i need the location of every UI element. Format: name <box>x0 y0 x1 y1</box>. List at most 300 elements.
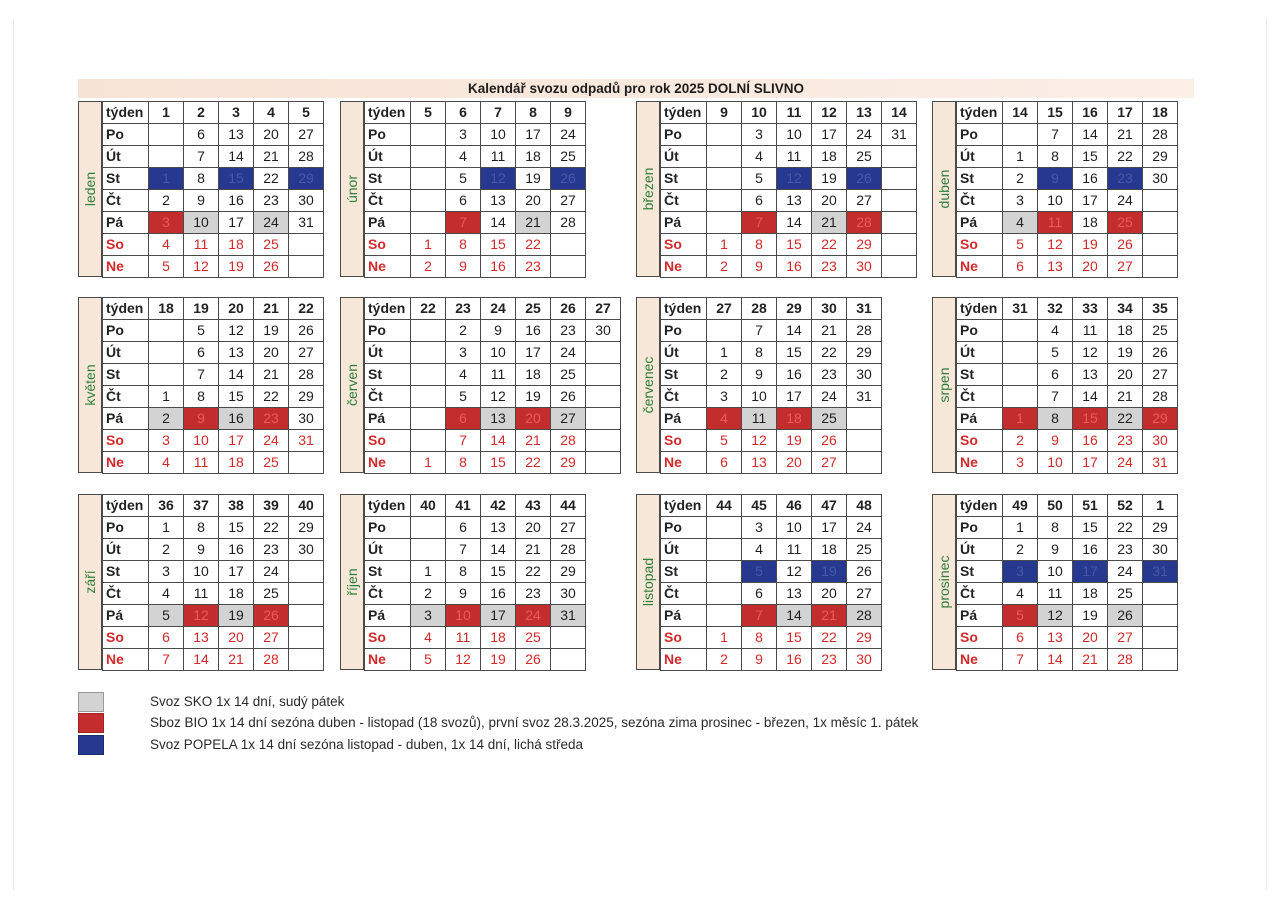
date-cell: 7 <box>445 429 481 452</box>
date-cell <box>288 560 324 583</box>
date-cell: 1 <box>410 233 446 256</box>
date-cell: 2 <box>1002 538 1038 561</box>
day-name: Pá <box>364 407 411 430</box>
date-cell: 10 <box>183 429 219 452</box>
date-cell: 30 <box>1142 429 1178 452</box>
month-name: říjen <box>344 568 360 596</box>
collection-day-gray: 14 <box>776 604 812 627</box>
date-cell: 22 <box>515 560 551 583</box>
collection-day-blue: 26 <box>846 167 882 190</box>
collection-day-gray: 27 <box>550 407 586 430</box>
date-cell <box>288 255 324 278</box>
empty-cell <box>1177 145 1213 168</box>
date-cell: 6 <box>1002 626 1038 649</box>
date-cell: 12 <box>445 648 481 671</box>
day-name: St <box>660 560 707 583</box>
date-cell <box>410 167 446 190</box>
date-cell: 25 <box>550 363 586 386</box>
date-cell: 11 <box>776 538 812 561</box>
date-cell: 1 <box>1002 145 1038 168</box>
day-name: Pá <box>956 211 1003 234</box>
collection-day-red: 1 <box>1002 407 1038 430</box>
date-cell: 7 <box>1002 648 1038 671</box>
date-cell: 4 <box>741 538 777 561</box>
day-name: Pá <box>364 211 411 234</box>
week-number: 21 <box>253 297 289 320</box>
date-cell: 23 <box>811 363 847 386</box>
month-name: březen <box>640 167 656 211</box>
date-cell: 31 <box>846 385 882 408</box>
month-label <box>340 494 364 670</box>
date-cell: 1 <box>148 385 184 408</box>
collection-day-blue: 15 <box>218 167 254 190</box>
date-cell: 14 <box>480 429 516 452</box>
date-cell: 16 <box>776 648 812 671</box>
date-cell: 13 <box>1037 255 1073 278</box>
date-cell: 20 <box>515 189 551 212</box>
date-cell <box>288 451 324 474</box>
date-cell: 20 <box>811 189 847 212</box>
month-name: únor <box>344 174 360 204</box>
date-cell: 30 <box>288 538 324 561</box>
empty-cell <box>881 494 917 517</box>
day-name: Pá <box>102 407 149 430</box>
date-cell: 26 <box>288 319 324 342</box>
collection-day-blue: 12 <box>480 167 516 190</box>
date-cell: 23 <box>811 648 847 671</box>
date-cell: 21 <box>1107 385 1143 408</box>
week-number: 42 <box>480 494 516 517</box>
collection-day-gray: 3 <box>410 604 446 627</box>
date-cell: 14 <box>480 538 516 561</box>
month-grid <box>364 494 620 670</box>
date-cell: 9 <box>741 648 777 671</box>
day-name: Čt <box>956 385 1003 408</box>
empty-cell <box>585 211 621 234</box>
date-cell: 28 <box>253 648 289 671</box>
week-number: 41 <box>445 494 481 517</box>
day-name: Út <box>364 341 411 364</box>
date-cell: 11 <box>183 451 219 474</box>
week-number: 9 <box>550 101 586 124</box>
date-cell: 2 <box>1002 429 1038 452</box>
day-name: So <box>364 233 411 256</box>
day-name: Po <box>364 516 411 539</box>
day-name: Pá <box>660 604 707 627</box>
date-cell <box>1002 319 1038 342</box>
date-cell <box>706 211 742 234</box>
date-cell <box>410 319 446 342</box>
empty-cell <box>881 626 917 649</box>
date-cell: 13 <box>218 123 254 146</box>
collection-day-blue: 5 <box>741 560 777 583</box>
week-number: 4 <box>253 101 289 124</box>
day-name: So <box>956 626 1003 649</box>
day-name: Čt <box>660 189 707 212</box>
empty-cell <box>1177 516 1213 539</box>
date-cell: 2 <box>706 363 742 386</box>
date-cell: 22 <box>253 385 289 408</box>
date-cell: 6 <box>183 341 219 364</box>
empty-cell <box>881 385 917 408</box>
date-cell: 25 <box>1142 319 1178 342</box>
empty-cell <box>1177 123 1213 146</box>
day-name: Čt <box>364 189 411 212</box>
empty-cell <box>585 538 621 561</box>
date-cell: 24 <box>1107 560 1143 583</box>
date-cell: 19 <box>253 319 289 342</box>
date-cell: 6 <box>741 189 777 212</box>
date-cell: 4 <box>1002 582 1038 605</box>
date-cell: 26 <box>550 385 586 408</box>
week-header-label: týden <box>956 297 1003 320</box>
date-cell: 5 <box>706 429 742 452</box>
date-cell <box>881 167 917 190</box>
week-number: 44 <box>706 494 742 517</box>
date-cell <box>148 319 184 342</box>
date-cell: 20 <box>515 516 551 539</box>
date-cell <box>706 167 742 190</box>
day-name: So <box>102 626 149 649</box>
date-cell: 14 <box>183 648 219 671</box>
date-cell: 10 <box>1037 189 1073 212</box>
date-cell: 4 <box>148 233 184 256</box>
day-name: Pá <box>102 211 149 234</box>
day-name: Čt <box>660 385 707 408</box>
empty-cell <box>1177 429 1213 452</box>
date-cell: 7 <box>183 145 219 168</box>
day-name: Ne <box>102 255 149 278</box>
month-grid <box>364 101 620 277</box>
date-cell <box>706 604 742 627</box>
week-number: 32 <box>1037 297 1073 320</box>
month-label <box>340 297 364 473</box>
day-name: St <box>956 363 1003 386</box>
date-cell: 19 <box>1072 233 1108 256</box>
empty-cell <box>585 648 621 671</box>
date-cell: 6 <box>445 189 481 212</box>
collection-day-blue: 23 <box>1107 167 1143 190</box>
day-name: St <box>956 560 1003 583</box>
collection-day-red: 21 <box>811 604 847 627</box>
month-grid <box>102 297 358 473</box>
day-name: So <box>660 233 707 256</box>
date-cell <box>288 582 324 605</box>
day-name: Čt <box>660 582 707 605</box>
date-cell: 12 <box>183 255 219 278</box>
date-cell: 26 <box>811 429 847 452</box>
week-number: 15 <box>1037 101 1073 124</box>
date-cell <box>706 319 742 342</box>
date-cell: 7 <box>148 648 184 671</box>
date-cell: 30 <box>1142 167 1178 190</box>
month-name: srpen <box>936 367 952 403</box>
date-cell <box>881 145 917 168</box>
empty-cell <box>1177 233 1213 256</box>
empty-cell <box>881 363 917 386</box>
empty-cell <box>881 429 917 452</box>
week-header-label: týden <box>660 297 707 320</box>
date-cell: 30 <box>585 319 621 342</box>
date-cell: 12 <box>218 319 254 342</box>
date-cell: 16 <box>776 255 812 278</box>
week-number: 24 <box>480 297 516 320</box>
date-cell: 1 <box>410 560 446 583</box>
date-cell: 14 <box>480 211 516 234</box>
collection-day-gray: 11 <box>741 407 777 430</box>
date-cell <box>881 233 917 256</box>
day-name: Út <box>660 145 707 168</box>
legend-item <box>78 692 678 712</box>
week-number: 29 <box>776 297 812 320</box>
date-cell <box>410 211 446 234</box>
date-cell: 1 <box>706 233 742 256</box>
date-cell: 24 <box>550 341 586 364</box>
date-cell: 11 <box>445 626 481 649</box>
week-number: 18 <box>148 297 184 320</box>
date-cell: 23 <box>515 582 551 605</box>
date-cell: 6 <box>183 123 219 146</box>
date-cell: 6 <box>1002 255 1038 278</box>
date-cell: 22 <box>811 233 847 256</box>
date-cell <box>1002 385 1038 408</box>
date-cell: 5 <box>410 648 446 671</box>
date-cell: 26 <box>515 648 551 671</box>
date-cell: 3 <box>148 429 184 452</box>
empty-cell <box>1177 451 1213 474</box>
collection-day-blue: 3 <box>1002 560 1038 583</box>
collection-day-red: 11 <box>1037 211 1073 234</box>
month-name: leden <box>82 171 98 207</box>
date-cell: 27 <box>1107 255 1143 278</box>
week-number: 22 <box>288 297 324 320</box>
date-cell: 25 <box>253 451 289 474</box>
week-number: 25 <box>515 297 551 320</box>
date-cell: 28 <box>1142 123 1178 146</box>
date-cell: 26 <box>1107 233 1143 256</box>
legend-swatch-gray <box>78 692 104 712</box>
date-cell: 11 <box>1072 319 1108 342</box>
date-cell: 9 <box>1037 429 1073 452</box>
month-label <box>932 101 956 277</box>
date-cell: 9 <box>445 582 481 605</box>
empty-cell <box>881 516 917 539</box>
date-cell: 25 <box>846 538 882 561</box>
empty-cell <box>585 101 621 124</box>
day-name: Ne <box>956 255 1003 278</box>
date-cell: 5 <box>148 255 184 278</box>
date-cell: 4 <box>741 145 777 168</box>
date-cell: 28 <box>846 319 882 342</box>
week-number: 1 <box>1142 494 1178 517</box>
date-cell: 18 <box>218 451 254 474</box>
collection-day-blue: 17 <box>1072 560 1108 583</box>
date-cell: 27 <box>288 123 324 146</box>
date-cell: 31 <box>881 123 917 146</box>
month-name: červen <box>344 363 360 407</box>
date-cell <box>585 341 621 364</box>
day-name: Pá <box>660 407 707 430</box>
date-cell: 8 <box>445 233 481 256</box>
month-name: září <box>82 570 98 594</box>
date-cell: 22 <box>1107 145 1143 168</box>
week-number: 19 <box>183 297 219 320</box>
empty-cell <box>1177 319 1213 342</box>
date-cell: 1 <box>706 626 742 649</box>
collection-day-gray: 28 <box>846 604 882 627</box>
empty-cell <box>1177 255 1213 278</box>
week-number: 37 <box>183 494 219 517</box>
date-cell: 28 <box>1107 648 1143 671</box>
date-cell: 1 <box>1002 516 1038 539</box>
month-grid <box>956 101 1212 277</box>
empty-cell <box>585 626 621 649</box>
date-cell: 13 <box>480 189 516 212</box>
week-number: 51 <box>1072 494 1108 517</box>
date-cell <box>288 604 324 627</box>
day-name: Pá <box>364 604 411 627</box>
legend-swatch-red <box>78 713 104 733</box>
date-cell: 27 <box>1107 626 1143 649</box>
collection-day-red: 12 <box>183 604 219 627</box>
date-cell: 17 <box>515 341 551 364</box>
date-cell: 15 <box>1072 145 1108 168</box>
month-grid <box>956 494 1212 670</box>
week-number: 28 <box>741 297 777 320</box>
day-name: St <box>102 363 149 386</box>
date-cell: 9 <box>741 255 777 278</box>
collection-day-blue: 12 <box>776 167 812 190</box>
week-number: 14 <box>881 101 917 124</box>
month-grid <box>956 297 1212 473</box>
date-cell <box>706 145 742 168</box>
day-name: So <box>660 626 707 649</box>
date-cell: 21 <box>515 429 551 452</box>
collection-day-gray: 13 <box>480 407 516 430</box>
week-number: 38 <box>218 494 254 517</box>
empty-cell <box>881 297 917 320</box>
date-cell: 3 <box>1002 451 1038 474</box>
week-number: 47 <box>811 494 847 517</box>
week-number: 12 <box>811 101 847 124</box>
date-cell <box>846 451 882 474</box>
day-name: Po <box>102 516 149 539</box>
day-name: St <box>364 363 411 386</box>
day-name: Po <box>102 123 149 146</box>
date-cell: 17 <box>218 211 254 234</box>
empty-cell <box>1177 626 1213 649</box>
date-cell: 17 <box>811 516 847 539</box>
date-cell: 30 <box>550 582 586 605</box>
collection-day-red: 23 <box>253 407 289 430</box>
month-label <box>340 101 364 277</box>
date-cell: 1 <box>706 341 742 364</box>
date-cell: 19 <box>1107 341 1143 364</box>
date-cell: 25 <box>253 233 289 256</box>
day-name: Po <box>364 123 411 146</box>
date-cell: 19 <box>811 167 847 190</box>
collection-day-red: 9 <box>183 407 219 430</box>
date-cell: 22 <box>1107 516 1143 539</box>
date-cell: 19 <box>776 429 812 452</box>
day-name: St <box>364 560 411 583</box>
date-cell: 4 <box>445 145 481 168</box>
empty-cell <box>881 319 917 342</box>
empty-cell <box>1177 385 1213 408</box>
date-cell: 2 <box>148 189 184 212</box>
date-cell: 20 <box>811 582 847 605</box>
date-cell: 11 <box>480 363 516 386</box>
date-cell: 16 <box>515 319 551 342</box>
month-grid <box>660 101 916 277</box>
date-cell: 18 <box>811 538 847 561</box>
date-cell: 22 <box>515 451 551 474</box>
week-header-label: týden <box>102 297 149 320</box>
collection-day-blue: 29 <box>288 167 324 190</box>
date-cell <box>881 255 917 278</box>
date-cell: 12 <box>1037 233 1073 256</box>
legend-item <box>78 713 919 733</box>
date-cell: 15 <box>480 233 516 256</box>
empty-cell <box>1177 211 1213 234</box>
month-label <box>932 297 956 473</box>
date-cell <box>585 451 621 474</box>
date-cell <box>706 516 742 539</box>
date-cell: 10 <box>741 385 777 408</box>
date-cell: 26 <box>1142 341 1178 364</box>
date-cell: 22 <box>811 626 847 649</box>
date-cell: 29 <box>550 451 586 474</box>
date-cell: 25 <box>550 145 586 168</box>
collection-day-red: 7 <box>445 211 481 234</box>
date-cell: 5 <box>1037 341 1073 364</box>
date-cell <box>410 516 446 539</box>
date-cell: 29 <box>1142 516 1178 539</box>
day-name: Po <box>660 123 707 146</box>
collection-day-red: 29 <box>1142 407 1178 430</box>
date-cell: 16 <box>1072 167 1108 190</box>
date-cell: 14 <box>218 363 254 386</box>
week-header-label: týden <box>102 494 149 517</box>
date-cell: 16 <box>1072 429 1108 452</box>
date-cell: 19 <box>515 167 551 190</box>
date-cell <box>1142 582 1178 605</box>
date-cell <box>706 538 742 561</box>
day-name: So <box>364 626 411 649</box>
date-cell: 16 <box>480 582 516 605</box>
date-cell: 6 <box>148 626 184 649</box>
empty-cell <box>881 582 917 605</box>
day-name: Pá <box>956 407 1003 430</box>
day-name: Ne <box>102 451 149 474</box>
date-cell <box>1142 211 1178 234</box>
empty-cell <box>1177 189 1213 212</box>
date-cell: 3 <box>445 341 481 364</box>
date-cell: 13 <box>741 451 777 474</box>
date-cell: 15 <box>776 233 812 256</box>
empty-cell <box>881 604 917 627</box>
date-cell: 18 <box>811 145 847 168</box>
date-cell <box>585 385 621 408</box>
week-number: 6 <box>445 101 481 124</box>
date-cell: 4 <box>148 451 184 474</box>
day-name: Út <box>102 341 149 364</box>
date-cell: 24 <box>846 123 882 146</box>
day-name: Út <box>102 538 149 561</box>
date-cell: 19 <box>1072 604 1108 627</box>
empty-cell <box>1177 297 1213 320</box>
date-cell: 15 <box>218 385 254 408</box>
